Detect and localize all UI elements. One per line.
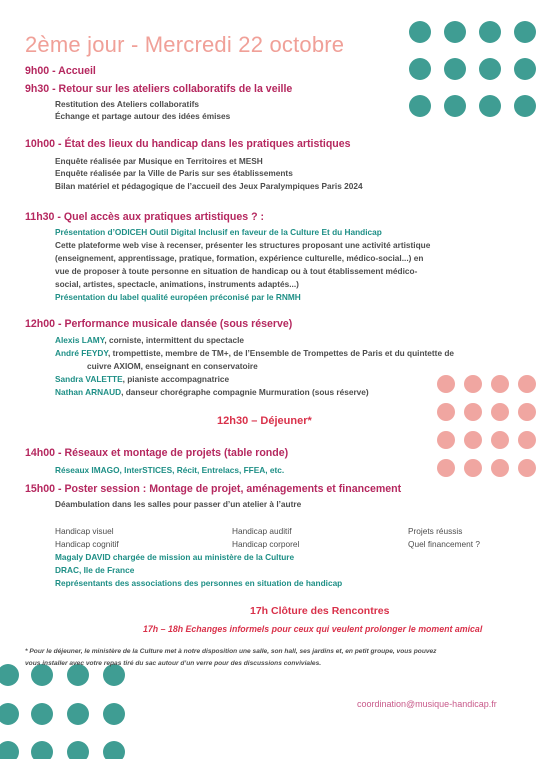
closing-subtitle: 17h – 18h Echanges informels pour ceux qui veulent prolonger le moment amical [143, 624, 483, 634]
odiceh-description: Cette plateforme web vise à recenser, présenter les structures proposant une activité artistique [55, 240, 431, 250]
session-heading-performance: 12h00 - Performance musicale dansée (sous réserve) [25, 318, 293, 330]
odiceh-description: (enseignement, apprentissage, pratique, formation, expérience culturelle, médico-social...) en [55, 253, 424, 263]
session-line: Enquête réalisée par la Ville de Paris sur ses établissements [55, 168, 293, 178]
poster-topic: Handicap corporel [232, 539, 300, 549]
closing-heading: 17h Clôture des Rencontres [250, 605, 390, 617]
footnote-line: * Pour le déjeuner, le ministère de la Culture met à notre disposition une salle, son hall, ses jardins et, en petit groupe, vous pouvez [25, 648, 437, 655]
session-heading-acces: 11h30 - Quel accès aux pratiques artistiques ? : [25, 211, 265, 223]
participant-line: Représentants des associations des personnes en situation de handicap [55, 578, 343, 588]
session-line: Enquête réalisée par Musique en Territoires et MESH [55, 156, 263, 166]
session-line: Restitution des Ateliers collaboratifs [55, 99, 199, 109]
session-heading-accueil: 9h00 - Accueil [25, 65, 96, 77]
performer-name: Alexis LAMY [55, 335, 105, 345]
poster-topic: Handicap auditif [232, 526, 292, 536]
contact-email[interactable]: coordination@musique-handicap.fr [357, 699, 497, 709]
label-presentation: Présentation du label qualité européen préconisé par le RNMH [55, 292, 301, 302]
poster-topic: Projets réussis [408, 526, 463, 536]
session-heading-retour: 9h30 - Retour sur les ateliers collaboratifs de la veille [25, 83, 293, 95]
lunch-heading: 12h30 – Déjeuner* [217, 415, 312, 427]
footnote-line: vous installer avec votre repas tiré du sac autour d’un verre pour des discussions conviviales. [25, 660, 322, 667]
odiceh-description: social, artistes, spectacle, animations, instruments adaptés...) [55, 279, 299, 289]
session-line: Déambulation dans les salles pour passer d’un atelier à l’autre [55, 499, 302, 509]
poster-topic: Handicap cognitif [55, 539, 119, 549]
odiceh-presentation: Présentation d’ODICEH Outil Digital Inclusif en faveur de la Culture Et du Handicap [55, 227, 382, 237]
poster-topic: Handicap visuel [55, 526, 114, 536]
page-title: 2ème jour - Mercredi 22 octobre [25, 32, 345, 57]
session-heading-etat: 10h00 - État des lieux du handicap dans les pratiques artistiques [25, 138, 351, 150]
performer-line: Nathan ARNAUD, danseur chorégraphe compagnie Murmuration (sous réserve) [55, 387, 369, 397]
performer-line-cont: cuivre AXIOM, enseignant en conservatoire [87, 361, 258, 371]
participant-line: DRAC, Ile de France [55, 565, 135, 575]
performer-line: Sandra VALETTE, pianiste accompagnatrice [55, 374, 230, 384]
participant-line: Magaly DAVID chargée de mission au ministère de la Culture [55, 552, 295, 562]
performer-line: André FEYDY, trompettiste, membre de TM+, de l’Ensemble de Trompettes de Paris et du quintette de [55, 348, 455, 358]
session-line: Bilan matériel et pédagogique de l’accueil des Jeux Paralympiques Paris 2024 [55, 181, 363, 191]
session-heading-reseaux: 14h00 - Réseaux et montage de projets (table ronde) [25, 447, 289, 459]
session-line: Échange et partage autour des idées émises [55, 111, 231, 121]
odiceh-description: vue de proposer à toute personne en situation de handicap ou à tout établissement médico- [55, 266, 418, 276]
session-heading-poster: 15h00 - Poster session : Montage de projet, aménagements et financement [25, 483, 402, 495]
performer-line: Alexis LAMY, corniste, intermittent du spectacle [55, 335, 245, 345]
networks-line: Réseaux IMAGO, InterSTICES, Récit, Entrelacs, FFEA, etc. [55, 465, 285, 475]
performer-name: Nathan ARNAUD [55, 387, 122, 397]
poster-topic: Quel financement ? [408, 539, 480, 549]
performer-name: André FEYDY [55, 348, 109, 358]
performer-name: Sandra VALETTE [55, 374, 123, 384]
